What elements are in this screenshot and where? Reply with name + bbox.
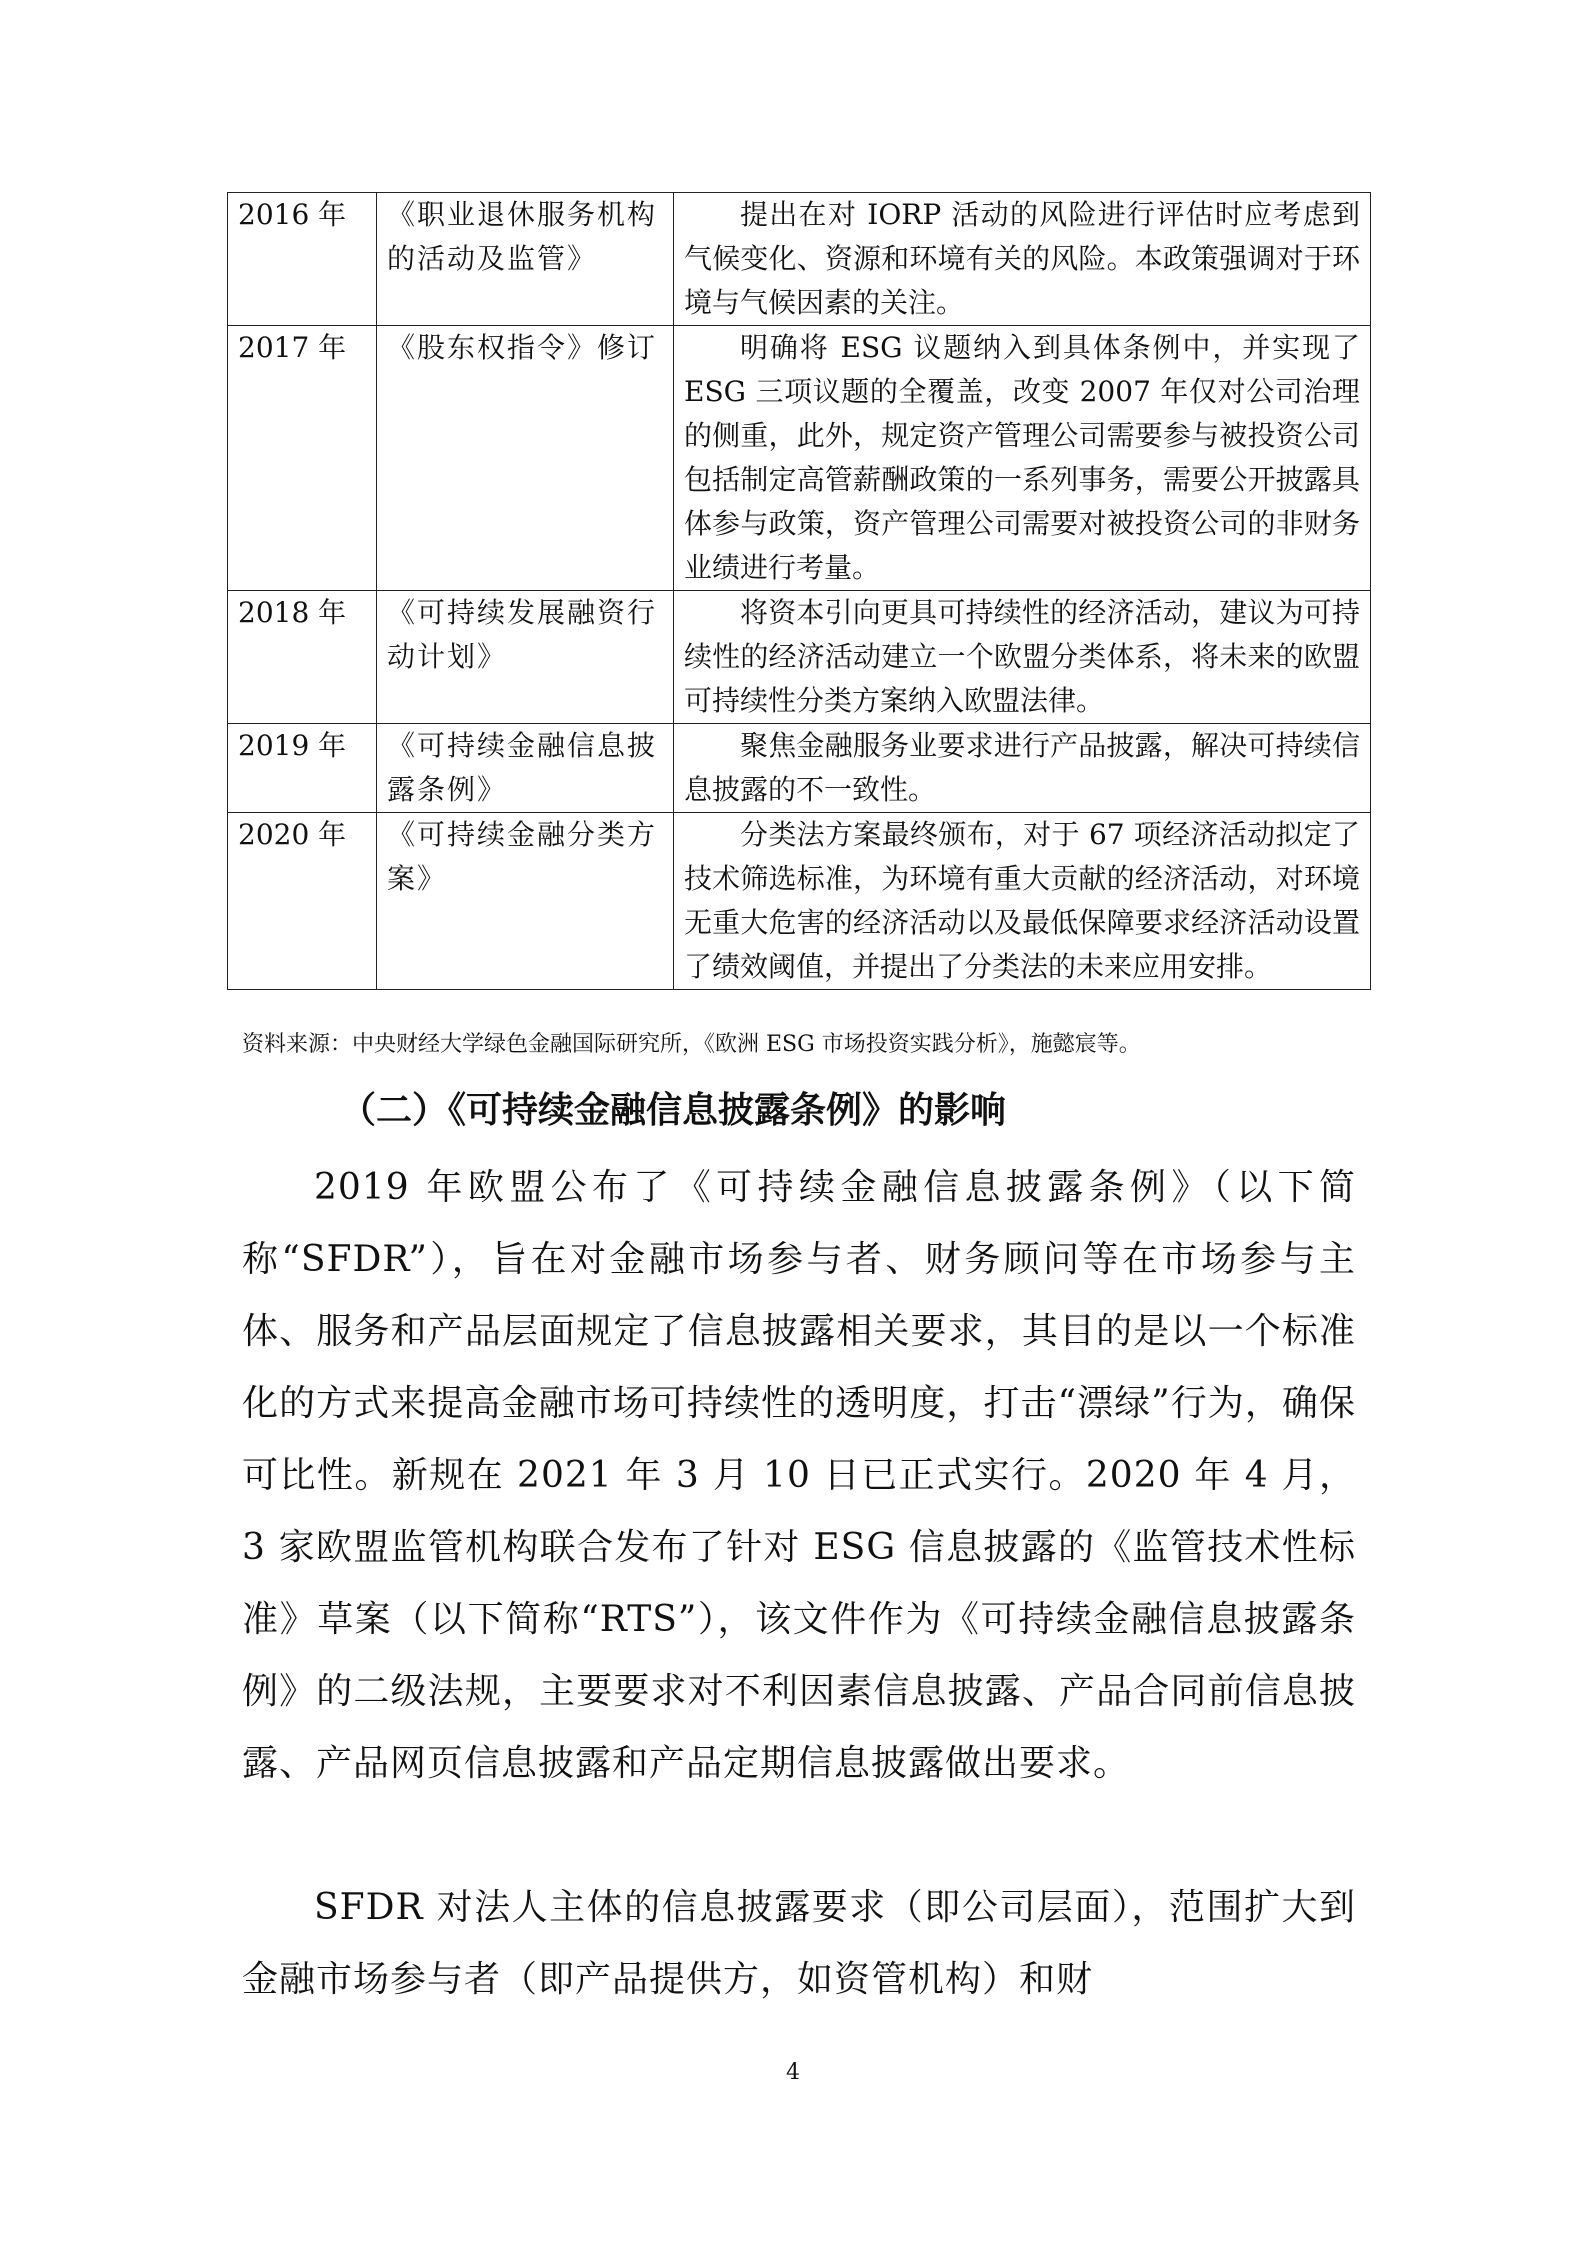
year-cell: 2018 年 [228,591,377,724]
table-row [228,724,1371,813]
policy-description-cell: 聚焦金融服务业要求进行产品披露，解决可持续信息披露的不一致性。 [674,724,1371,813]
table-row [228,813,1371,990]
policy-name-cell: 《职业退休服务机构的活动及监管》 [377,193,674,326]
policy-name-cell: 《可持续金融分类方案》 [377,813,674,990]
page-number: 4 [786,2060,800,2085]
table-row [228,591,1371,724]
table-source-note: 资料来源：中央财经大学绿色金融国际研究所，《欧洲 ESG 市场投资实践分析》，施懿宸等。 [242,1032,1141,1057]
policy-description-cell: 提出在对 IORP 活动的风险进行评估时应考虑到气候变化、资源和环境有关的风险。本政策强调对于环境与气候因素的关注。 [674,193,1371,326]
policy-timeline-table [227,192,1371,990]
year-cell: 2017 年 [228,326,377,591]
table-row [228,193,1371,326]
section-heading: （二）《可持续金融信息披露条例》的影响 [340,1090,1007,1131]
year-cell: 2016 年 [228,193,377,326]
body-paragraph: 2019 年欧盟公布了《可持续金融信息披露条例》（以下简称“SFDR”），旨在对金融市场参与者、财务顾问等在市场参与主体、服务和产品层面规定了信息披露相关要求，其目的是以一个标准化的方式来提高金融市场可持续性的透明度，打击“漂绿”行为，确保可比性。新规在 2021 年 3 月 10 日已正式实行。2020 年 4 月，3 家欧盟监管机构联合发布了针对 ESG 信息披露的《监管技术性标准》草案（以下简称“RTS”），该文件作为《可持续金融信息披露条例》的二级法规，主要要求对不利因素信息披露、产品合同前信息披露、产品网页信息披露和产品定期信息披露做出要求。 [242,1167,1356,1784]
year-cell: 2019 年 [228,724,377,813]
table-row [228,326,1371,591]
policy-description-cell: 将资本引向更具可持续性的经济活动，建议为可持续性的经济活动建立一个欧盟分类体系，将未来的欧盟可持续性分类方案纳入欧盟法律。 [674,591,1371,724]
policy-name-cell: 《可持续金融信息披露条例》 [377,724,674,813]
policy-description-cell: 明确将 ESG 议题纳入到具体条例中，并实现了 ESG 三项议题的全覆盖，改变 2007 年仅对公司治理的侧重，此外，规定资产管理公司需要参与被投资公司包括制定高管薪酬政策的一系列事务，需要公开披露具体参与政策，资产管理公司需要对被投资公司的非财务业绩进行考量。 [674,326,1371,591]
policy-description-cell: 分类法方案最终颁布，对于 67 项经济活动拟定了技术筛选标准，为环境有重大贡献的经济活动，对环境无重大危害的经济活动以及最低保障要求经济活动设置了绩效阈值，并提出了分类法的未来应用安排。 [674,813,1371,990]
body-paragraph: SFDR 对法人主体的信息披露要求（即公司层面），范围扩大到金融市场参与者（即产品提供方，如资管机构）和财 [242,1887,1356,2000]
policy-name-cell: 《股东权指令》修订 [377,326,674,591]
year-cell: 2020 年 [228,813,377,990]
policy-name-cell: 《可持续发展融资行动计划》 [377,591,674,724]
